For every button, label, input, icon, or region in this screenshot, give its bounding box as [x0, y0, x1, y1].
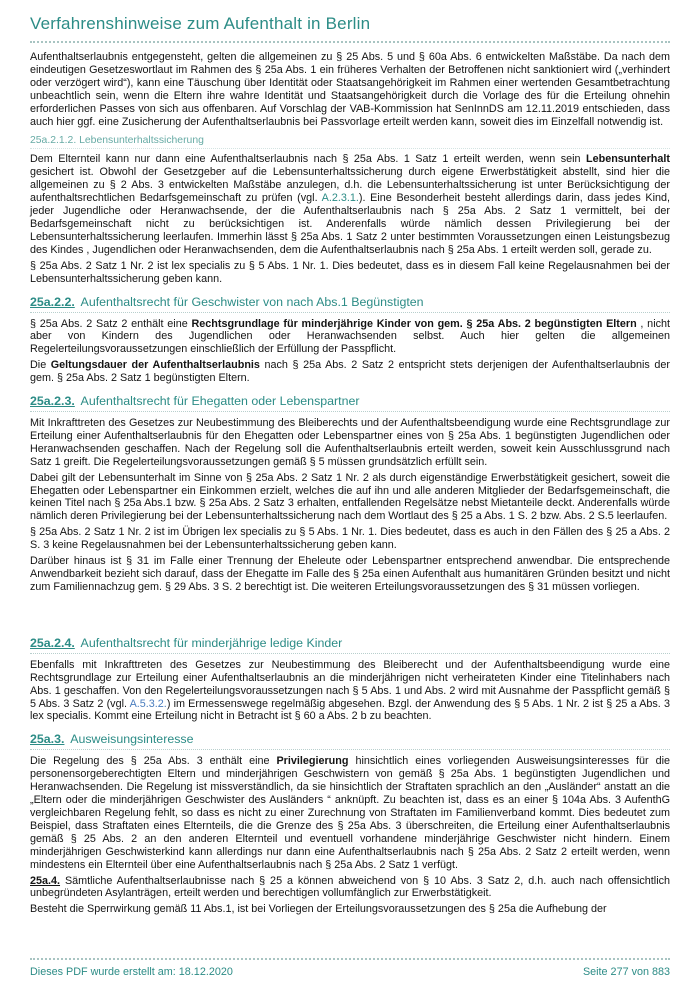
text-run: Die Regelung des § 25a Abs. 3 enthält eine	[30, 755, 277, 768]
emphasis-text: Lebensunterhalt	[586, 153, 670, 166]
section-number: 25a.2.2.	[30, 294, 75, 309]
paragraph	[30, 755, 670, 871]
emphasis-text: Geltungsdauer der Aufenthaltserlaubnis	[50, 359, 260, 372]
text-run: Darüber hinaus ist § 31 im Falle einer Trennung der Eheleute oder Lebenspartner entsprechend anwendbar. Die entsprechende Anwendbarkeit bezieht sich darauf, dass der Ehegatte im Falle des § 25a einen Aufenthalt aus humanitären Gründen besitzt und nicht zum Familiennachzug gem. § 29 Abs. 3 S. 2 berechtigt ist. Die weiteren Erteilungsvoraussetzungen des § 31 müssen vorliegen.	[30, 555, 670, 593]
paragraph	[30, 359, 670, 385]
text-run: hinsichtlich eines vorliegenden Ausweisungsinteresses für die personensorgeberechtigten Eltern und minderjährigen Geschwistern von gemäß § 25a Abs. 1 begünstigten Jugendlichen und Heranwachsenden. Die Regelung ist missverständlich, da sie hinsichtlich der Straftaten sprachlich an den „Ausländer“ anstatt an die „Eltern oder die minderjährigen Geschwister des Ausländers “ anknüpft. Zu beachten ist, dass es an einer § 104a Abs. 3 AufenthG vergleichbaren Regelung fehlt, so dass es nicht zu einer Zurechnung von Straftaten im Familienverband kommt. Dies bedeutet zum Beispiel, dass Straftaten eines Elternteils, die die Grenze des § 25a Abs. 3 überschreiten, die Erteilung einer Aufenthaltserlaubnis gemäß § 25 Abs. 2 an den anderen Elternteil und eventuell vorhandene minderjährige Geschwister nicht hindern. Einem minderjährigen Geschwisterkind kann allerdings nur dann eine Aufenthaltserlaubnis nach § 25a Abs. 2 Satz 2 erteilt werden, wenn mindestens ein Elternteil über eine Aufenthaltserlaubnis nach § 25a Abs. 2 Satz 1 verfügt.	[30, 755, 670, 871]
section-title: Aufenthaltsrecht für Ehegatten oder Lebenspartner	[77, 394, 360, 409]
paragraph	[30, 318, 670, 357]
text-run: ) im Ermessenswege regelmäßig abgesehen. Bzgl. der Anwendung des § 5 Abs. 1 Nr. 2 ist § 25 a Abs. 3 lex specialis. Kommt eine Erteilung nicht in Betracht ist § 60 a Abs. 2 b zu beachten.	[30, 697, 670, 723]
footer-page-number: Seite 277 von 883	[582, 966, 670, 978]
text-run: nach § 25a Abs. 2 Satz 2 entspricht stets derjenigen der Aufenthaltserlaubnis der gem. § 25a Abs. 2 Satz 1 begünstigten Eltern.	[30, 359, 670, 385]
section-number: 25a.2.3.	[30, 394, 75, 409]
text-run: Die	[30, 359, 51, 372]
paragraph	[30, 472, 670, 524]
section-number: 25a.2.4.	[30, 635, 75, 650]
text-run: ). Eine Besonderheit besteht allerdings darin, dass jedes Kind, jeder Jugendliche oder Heranwachsende, der die Aufenthaltserlaubnis nach § 25a Abs. 2 Satz 1 vermittelt, bei der Bedarfsgemeinschaft nicht zu berücksichtigen ist. Anderenfalls würde nämlich dessen Privilegierung bei der Lebensunterhaltssicherung leerlaufen. Immerhin lässt § 25a Abs. 1 Satz 2 unter bestimmten Voraussetzungen einen Leistungsbezug des Kindes , Jugendlichen oder Heranwachsenden, dem die Aufenthaltserlaubnis nach § 25a Abs. 1 erteilt werden soll, gerade zu.	[30, 192, 670, 256]
text-run: § 25a Abs. 2 Satz 2 enthält eine	[30, 317, 192, 330]
text-run: Sämtliche Aufenthaltserlaubnisse nach § 25 a können abweichend von § 10 Abs. 3 Satz 2, d.h. auch nach offensichtlich unbegründeten Asylanträgen, erteilt werden und berechtigen vollumfänglich zur Erwerbstätigkeit.	[30, 874, 670, 900]
section-heading	[30, 394, 670, 412]
paragraph	[30, 51, 670, 128]
text-run: Dabei gilt der Lebensunterhalt im Sinne von § 25a Abs. 2 Satz 1 Nr. 2 als durch eigenständige Erwerbstätigkeit gesichert, soweit die Ehegatten oder Lebenspartner ein Einkommen erzielt, welches die auf ihn und alle anderen Mitglieder der Bedarfsgemeinschaft, die keinen Titel nach § 25a Abs.1 bzw. § 25a Abs. 2 Satz 3 erhalten, entfallenden Regelsätze nebst Mietanteile deckt. Anderenfalls würde nämlich deren Privilegierung bei der Lebensunterhaltssicherung nach dem Wortlaut des § 25 a Abs. 1 S. 2 bzw. Abs. 2 S.5 leerlaufen.	[30, 471, 670, 523]
text-run: Dem Elternteil kann nur dann eine Aufenthaltserlaubnis nach § 25a Abs. 1 Satz 1 erteilt werden, wenn sein	[30, 153, 586, 166]
text-run: Aufenthaltserlaubnis entgegensteht, gelten die allgemeinen zu § 25 Abs. 5 und § 60a Abs. 6 entwickelten Maßstäbe. Da nach dem eindeutigen Gesetzeswortlaut im Rahmen des § 25a Abs. 1 ein früheres Verhalten der Betroffenen nicht sanktioniert wird („verhindert oder verzögert wird“), kann eine Täuschung über Identität oder Staatsangehörigkeit im Rahmen einer wertenden Gesamtbetrachtung unbeachtlich sein, wenn die Eltern ihre wahre Identität und Staatsangehörigkeit durch die Vorlage des für die Erteilung ohnehin erforderlichen Passes von sich aus offenbaren. Auf Vorschlag der VAB-Kommission hat SenInnDS am 12.11.2019 entschieden, dass auch hier ggf. eine Zusicherung der Aufenthaltserlaubnis bei Passvorlage erteilt werden kann, soweit dies im Einzelfall notwendig ist.	[30, 51, 670, 128]
paragraph	[30, 260, 670, 286]
section-heading	[30, 295, 670, 313]
section-heading	[30, 732, 670, 750]
emphasis-text: Rechtsgrundlage für minderjährige Kinder von gem. § 25a Abs. 2 begünstigten Eltern	[191, 317, 637, 330]
text-run: Ebenfalls mit Inkrafttreten des Gesetzes zur Neubestimmung des Bleiberecht und der Aufenthaltsbeendigung wurde eine Rechtsgrundlage zur Erteilung einer Aufenthaltserlaubnis an die minderjährigen nicht verheirateten Kinder eine Titelinhabers nach Abs. 1 geschaffen. Von den Regelerteilungsvoraussetzungen nach § 5 Abs. 1 und Abs. 2 wird mit Ausnahme der Passpflicht gemäß § 5 Abs. 3 Satz 2 (vgl.	[30, 658, 670, 710]
cross-reference-link[interactable]: A.5.3.2.	[129, 697, 167, 710]
footer-created-date: Dieses PDF wurde erstellt am: 18.12.2020	[30, 966, 233, 978]
paragraph	[30, 153, 670, 256]
text-run: § 25a Abs. 2 Satz 1 Nr. 2 ist im Übrigen lex specialis zu § 5 Abs. 1 Nr. 1. Dies bedeutet, dass es auch in den Fällen des § 25 a Abs. 2 S. 3 keine Regelausnahmen bei der Lebensunterhaltssicherung geben kann.	[30, 526, 670, 552]
text-run: Besteht die Sperrwirkung gemäß 11 Abs.1, ist bei Vorliegen der Erteilungsvoraussetzungen des § 25a die Aufhebung der	[30, 903, 607, 916]
document-content	[30, 51, 670, 916]
section-title: Aufenthaltsrecht für Geschwister von nach Abs.1 Begünstigten	[77, 294, 424, 309]
paragraph	[30, 555, 670, 594]
text-run: § 25a Abs. 2 Satz 1 Nr. 2 ist lex specialis zu § 5 Abs. 1 Nr. 1. Dies bedeutet, dass es in diesem Fall keine Regelausnahmen bei der Lebensunterhaltssicherung geben kann.	[30, 259, 670, 285]
section-heading	[30, 636, 670, 654]
page-footer	[30, 958, 670, 978]
section-title: Ausweisungsinteresse	[67, 732, 194, 747]
text-run: , nicht aber von Kindern des Jugendlichen oder Heranwachsenden selbst. Auch hier gelten die allgemeinen Regelerteilungsvoraussetzungen einschließlich der Erfüllung der Passpflicht.	[30, 317, 670, 356]
spacer	[30, 597, 670, 627]
page-title: Verfahrenshinweise zum Aufenthalt in Berlin	[30, 14, 670, 43]
section-title: Aufenthaltsrecht für minderjährige ledige Kinder	[77, 635, 343, 650]
paragraph	[30, 659, 670, 724]
paragraph	[30, 875, 670, 901]
section-number: 25a.3.	[30, 732, 65, 747]
text-run: gesichert ist. Obwohl der Gesetzgeber auf die Lebensunterhaltssicherung durch eigene Erwerbstätigkeit abstellt, sind hier die allgemeinen zu § 2 Abs. 3 entwickelten Maßstäbe anzulegen, d.h. die Lebensunterhaltssicherung ist unter Berücksichtigung der aufenthaltsrechtlichen Bedarfsgemeinschaft zu prüfen (vgl.	[30, 166, 670, 205]
cross-reference-link[interactable]: A.2.3.1.	[321, 192, 359, 205]
emphasis-text: 25a.4.	[30, 874, 61, 887]
emphasis-text: Privilegierung	[276, 755, 349, 768]
paragraph	[30, 526, 670, 552]
subsection-heading: 25a.2.1.2. Lebensunterhaltssicherung	[30, 135, 670, 149]
paragraph	[30, 903, 670, 916]
paragraph	[30, 417, 670, 469]
text-run: Mit Inkrafttreten des Gesetzes zur Neubestimmung des Bleiberechts und der Aufenthaltsbeendigung wurde eine Rechtsgrundlage zur Erteilung einer Aufenthaltserlaubnis für den Ehegatten oder Lebenspartner eines von § 25a Abs. 1 begünstigten Jugendlichen oder Heranwachsenden geschaffen. Nach der Regelung soll die Aufenthaltserlaubnis erteilt werden, soweit kein Ausschlussgrund nach Satz 1 greift. Die Regelerteilungsvoraussetzungen gemäß § 5 müssen grundsätzlich erfüllt sein.	[30, 417, 670, 468]
